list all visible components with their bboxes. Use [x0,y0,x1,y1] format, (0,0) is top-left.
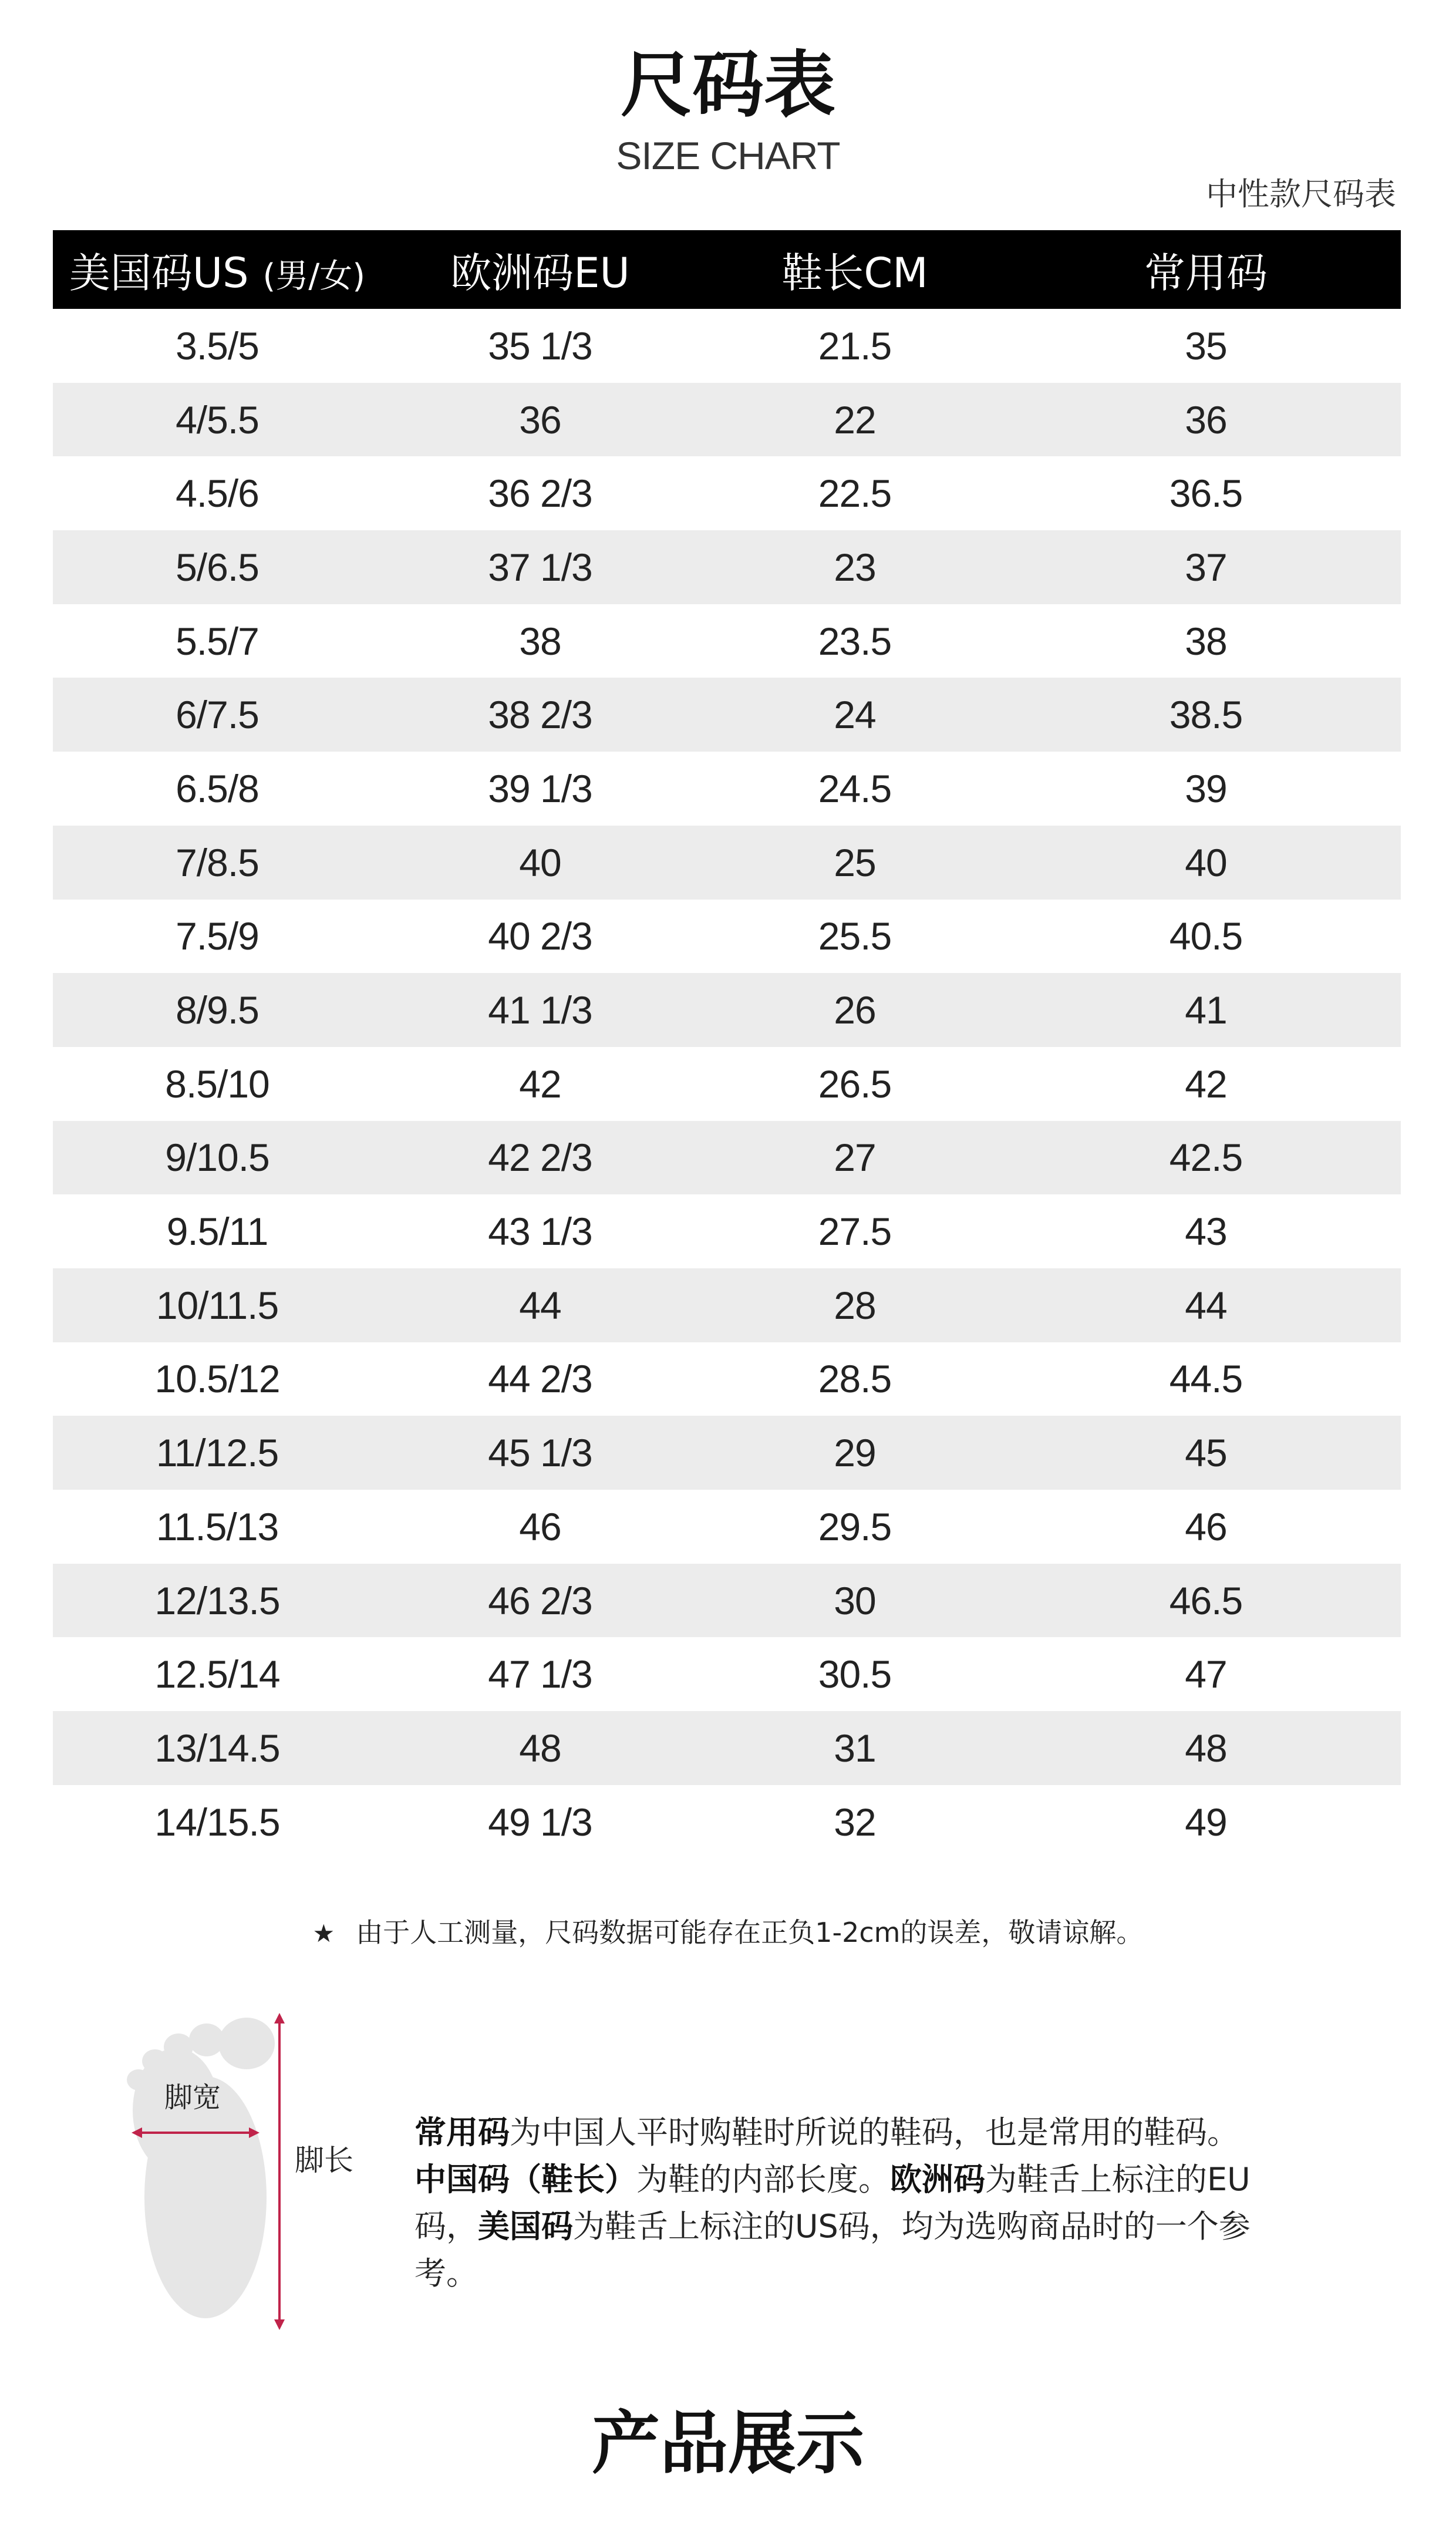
cell-cm: 31 [834,1726,876,1770]
foot-diagram [117,2008,311,2337]
cell-cm: 30 [834,1578,876,1622]
cell-common: 42.5 [1169,1136,1243,1180]
desc-text-4: 为鞋舌上标注的US码，均为选购商品时的一个参考。 [414,2208,1251,2292]
cell-us: 11/12.5 [156,1431,279,1475]
cell-eu: 47 1/3 [488,1652,592,1696]
cell-us: 6/7.5 [176,693,259,737]
cell-common: 39 [1185,766,1227,810]
page-title: 尺码表 [621,43,835,127]
size-description [414,2109,1272,2297]
cell-cm: 28.5 [818,1357,892,1401]
cell-cm: 27 [834,1136,876,1180]
cell-us: 5.5/7 [176,619,259,663]
table-row [53,1564,1401,1638]
cell-us: 8/9.5 [176,988,259,1032]
cell-common: 37 [1185,545,1227,589]
table-row [53,1194,1401,1268]
table-row [53,1711,1401,1785]
cell-eu: 44 [519,1283,561,1327]
cell-common: 43 [1185,1210,1227,1254]
table-row [53,973,1401,1047]
cell-eu: 37 1/3 [488,545,592,589]
desc-bold-2: 中国码（鞋长） [414,2161,636,2198]
cell-us: 5/6.5 [176,545,259,589]
cell-us: 4/5.5 [176,398,259,442]
cell-eu: 44 2/3 [488,1357,592,1401]
table-row [53,1416,1401,1490]
cell-common: 36 [1185,398,1227,442]
cell-eu: 36 2/3 [488,472,592,516]
cell-us: 6.5/8 [176,766,259,810]
cell-common: 36.5 [1169,472,1243,516]
table-row [53,309,1401,383]
table-row [53,1047,1401,1121]
cell-common: 40 [1185,840,1227,884]
page-subtitle: SIZE CHART [616,134,840,177]
cell-eu: 48 [519,1726,561,1770]
note-text: 由于人工测量，尺码数据可能存在正负1-2cm的误差，敬请谅解。 [356,1917,1144,1948]
cell-cm: 23.5 [818,619,892,663]
desc-text-1: 为中国人平时购鞋时所说的鞋码，也是常用的鞋码。 [510,2114,1239,2151]
cell-cm: 30.5 [818,1652,892,1696]
table-row [53,1342,1401,1416]
cell-cm: 25 [834,840,876,884]
cell-cm: 22.5 [818,472,892,516]
table-row [53,1121,1401,1195]
desc-text-3: 为鞋舌上标注的EU码， [414,2161,1251,2245]
cell-common: 35 [1185,324,1227,368]
table-row [53,1490,1401,1564]
cell-common: 38 [1185,619,1227,663]
table-row [53,1785,1401,1859]
cell-eu: 45 1/3 [488,1431,592,1475]
measurement-note [0,1919,1456,1946]
cell-common: 40.5 [1169,914,1243,958]
cell-eu: 40 2/3 [488,914,592,958]
cell-us: 13/14.5 [154,1726,280,1770]
desc-bold-4: 美国码 [478,2208,573,2245]
cell-common: 44.5 [1169,1357,1243,1401]
cell-eu: 42 [519,1062,561,1106]
cell-common: 48 [1185,1726,1227,1770]
cell-common: 46 [1185,1504,1227,1548]
foot-width-label: 脚宽 [164,2081,221,2114]
cell-us: 8.5/10 [165,1062,269,1106]
length-arrow-icon [274,2013,285,2330]
cell-cm: 32 [834,1800,876,1844]
header-cm: 鞋长CM [781,248,928,297]
header-us-label: 美国码US [69,248,249,297]
cell-cm: 24.5 [818,766,892,810]
cell-us: 11.5/13 [156,1504,279,1548]
unisex-label: 中性款尺码表 [1206,176,1396,213]
cell-eu: 41 1/3 [488,988,592,1032]
cell-cm: 22 [834,398,876,442]
cell-cm: 26 [834,988,876,1032]
cell-eu: 36 [519,398,561,442]
cell-common: 41 [1185,988,1227,1032]
desc-bold-3: 欧洲码 [890,2161,985,2198]
cell-common: 49 [1185,1800,1227,1844]
cell-us: 7/8.5 [176,840,259,884]
cell-eu: 40 [519,840,561,884]
cell-cm: 24 [834,693,876,737]
product-showcase-title: 产品展示 [592,2404,864,2483]
cell-eu: 38 2/3 [488,693,592,737]
cell-eu: 43 1/3 [488,1210,592,1254]
cell-us: 9.5/11 [166,1210,268,1254]
desc-bold-1: 常用码 [414,2114,510,2151]
cell-us: 14/15.5 [154,1800,280,1844]
table-row [53,678,1401,752]
cell-common: 47 [1185,1652,1227,1696]
cell-common: 38.5 [1169,693,1243,737]
cell-cm: 29 [834,1431,876,1475]
cell-eu: 46 [519,1504,561,1548]
table-row [53,383,1401,457]
table-row [53,752,1401,826]
cell-cm: 25.5 [818,914,892,958]
cell-eu: 46 2/3 [488,1578,592,1622]
size-table [53,230,1401,1858]
cell-us: 3.5/5 [176,324,259,368]
header-eu: 欧洲码EU [450,248,630,297]
cell-common: 45 [1185,1431,1227,1475]
table-row [53,826,1401,900]
cell-us: 4.5/6 [176,472,259,516]
cell-us: 7.5/9 [176,914,259,958]
header-us [53,240,382,299]
desc-text-2: 为鞋的内部长度。 [636,2161,890,2198]
cell-us: 9/10.5 [165,1136,269,1180]
table-body [53,309,1401,1858]
header-us-suffix: (男/女) [262,257,366,295]
cell-common: 44 [1185,1283,1227,1327]
table-row [53,456,1401,530]
cell-us: 10.5/12 [154,1357,280,1401]
cell-eu: 49 1/3 [488,1800,592,1844]
header-common: 常用码 [1144,248,1268,297]
cell-eu: 38 [519,619,561,663]
table-row [53,604,1401,678]
table-row [53,1268,1401,1342]
foot-length-label: 脚长 [295,2143,353,2177]
cell-cm: 21.5 [818,324,892,368]
cell-eu: 42 2/3 [488,1136,592,1180]
cell-us: 12.5/14 [154,1652,280,1696]
cell-cm: 23 [834,545,876,589]
cell-cm: 28 [834,1283,876,1327]
table-row [53,1637,1401,1711]
foot-icon [127,2018,275,2318]
cell-us: 10/11.5 [156,1283,279,1327]
cell-us: 12/13.5 [154,1578,280,1622]
cell-eu: 39 1/3 [488,766,592,810]
cell-common: 42 [1185,1062,1227,1106]
table-row [53,900,1401,974]
cell-eu: 35 1/3 [488,324,592,368]
star-icon: ★ [312,1919,335,1948]
cell-cm: 29.5 [818,1504,892,1548]
table-row [53,530,1401,604]
cell-cm: 26.5 [818,1062,892,1106]
cell-common: 46.5 [1169,1578,1243,1622]
table-header [53,230,1401,309]
cell-cm: 27.5 [818,1210,892,1254]
